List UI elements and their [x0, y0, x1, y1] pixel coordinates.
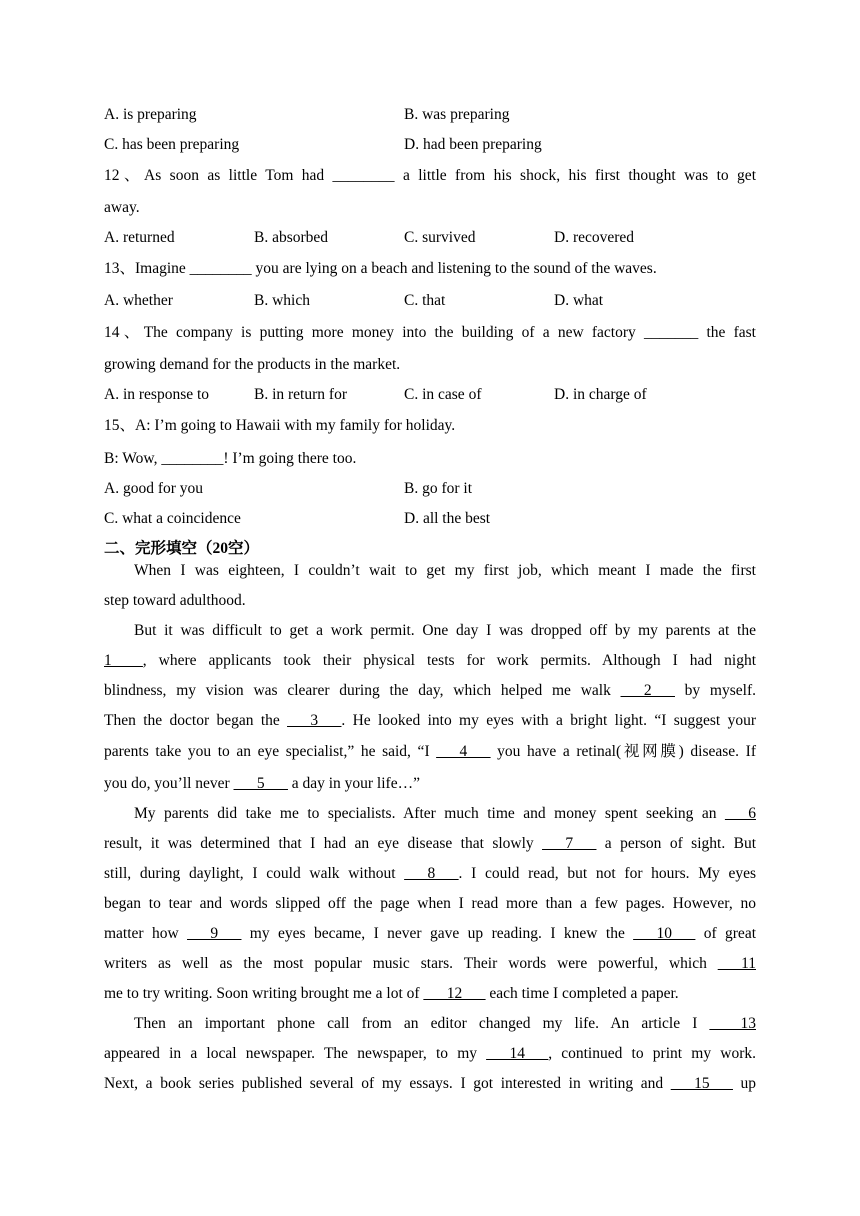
q15-option-a: A. good for you	[104, 480, 204, 497]
q12-stem-line2: away.	[104, 199, 140, 216]
q15-line2: B: Wow, ________! I’m going there too.	[104, 450, 357, 467]
blank-7: ___7___	[542, 835, 597, 852]
cloze-line-2: step toward adulthood.	[104, 592, 246, 609]
cloze-line-14: writers as well as the most popular music stars. Their words were powerful, which ___11	[104, 955, 756, 972]
cloze-line-13: matter how ___9___ my eyes became, I never gave up reading. I knew the ___10___ of great	[104, 925, 757, 942]
q15-option-d: D. all the best	[404, 510, 491, 527]
q13-option-b: B. which	[254, 292, 310, 309]
blank-6: ___6	[725, 805, 756, 822]
q14-option-d: D. in charge of	[554, 386, 647, 403]
blank-1: 1____	[104, 652, 143, 669]
blank-3: ___3___	[287, 712, 342, 729]
q14-option-b: B. in return for	[254, 386, 347, 403]
q13-option-a: A. whether	[104, 292, 173, 309]
blank-13: ____13	[709, 1015, 756, 1032]
cloze-line-1: When I was eighteen, I couldn’t wait to get my first job, which meant I made the first	[134, 562, 756, 579]
q13-option-c: C. that	[404, 292, 446, 309]
q11-option-b: B. was preparing	[404, 106, 510, 123]
blank-9: ___9___	[187, 925, 242, 942]
cloze-line-9: My parents did take me to specialists. After much time and money spent seeking an ___6	[134, 805, 756, 822]
cloze-line-15: me to try writing. Soon writing brought me a lot of ___12___ each time I completed a paper.	[104, 985, 679, 1002]
q14-option-c: C. in case of	[404, 386, 482, 403]
blank-15: ___15___	[670, 1075, 733, 1092]
cloze-line-11: still, during daylight, I could walk without ___8___. I could read, but not for hours. My eyes	[104, 865, 756, 882]
q14-stem-line2: growing demand for the products in the market.	[104, 356, 401, 373]
cloze-line-12: began to tear and words slipped off the page when I read more than a few pages. However, no	[104, 895, 756, 912]
blank-5: ___5___	[233, 775, 288, 792]
cloze-line-4: 1____, where applicants took their physical tests for work permits. Although I had night	[104, 652, 756, 669]
blank-8: ___8___	[404, 865, 459, 882]
q11-option-d: D. had been preparing	[404, 136, 542, 153]
q15-option-b: B. go for it	[404, 480, 473, 497]
blank-4: ___4___	[436, 743, 491, 760]
cloze-line-10: result, it was determined that I had an eye disease that slowly ___7___ a person of sight. But	[104, 835, 757, 852]
cloze-line-16: Then an important phone call from an editor changed my life. An article I ____13	[134, 1015, 756, 1032]
q13-option-d: D. what	[554, 292, 604, 309]
cloze-line-5: blindness, my vision was clearer during the day, which helped me walk ___2___ by myself.	[104, 682, 756, 699]
blank-10: ___10___	[633, 925, 696, 942]
blank-11: ___11	[717, 955, 756, 972]
cloze-line-8: you do, you’ll never ___5___ a day in your life…”	[104, 775, 420, 792]
q15-line1: 15、A: I’m going to Hawaii with my family for holiday.	[104, 417, 456, 434]
q12-option-a: A. returned	[104, 229, 175, 246]
q14-option-a: A. in response to	[104, 386, 210, 403]
blank-2: ___2___	[620, 682, 675, 699]
q12-option-d: D. recovered	[554, 229, 635, 246]
q13-stem: 13、Imagine ________ you are lying on a beach and listening to the sound of the waves.	[104, 260, 657, 277]
cloze-line-17: appeared in a local newspaper. The newspaper, to my ___14___, continued to print my work.	[104, 1045, 756, 1062]
cloze-line-7: parents take you to an eye specialist,” he said, “I ___4___ you have a retinal(视网膜) disease. If	[104, 743, 757, 760]
cloze-line-6: Then the doctor began the ___3___. He looked into my eyes with a bright light. “I suggest your	[104, 712, 756, 729]
q14-stem-line1: 14、The company is putting more money into the building of a new factory _______ the fast	[104, 324, 756, 341]
q15-option-c: C. what a coincidence	[104, 510, 241, 527]
cloze-line-18: Next, a book series published several of my essays. I got interested in writing and ___15___ up	[104, 1075, 757, 1092]
blank-12: ___12___	[423, 985, 486, 1002]
q11-option-c: C. has been preparing	[104, 136, 240, 153]
blank-14: ___14___	[486, 1045, 549, 1062]
section-heading-cloze: 二、完形填空（20空）	[104, 540, 260, 557]
q12-option-c: C. survived	[404, 229, 476, 246]
q12-option-b: B. absorbed	[254, 229, 329, 246]
cloze-line-3: But it was difficult to get a work permit. One day I was dropped off by my parents at the	[134, 622, 756, 639]
q12-stem-line1: 12、As soon as little Tom had ________ a little from his shock, his first thought was to get	[104, 167, 756, 184]
q11-option-a: A. is preparing	[104, 106, 197, 123]
